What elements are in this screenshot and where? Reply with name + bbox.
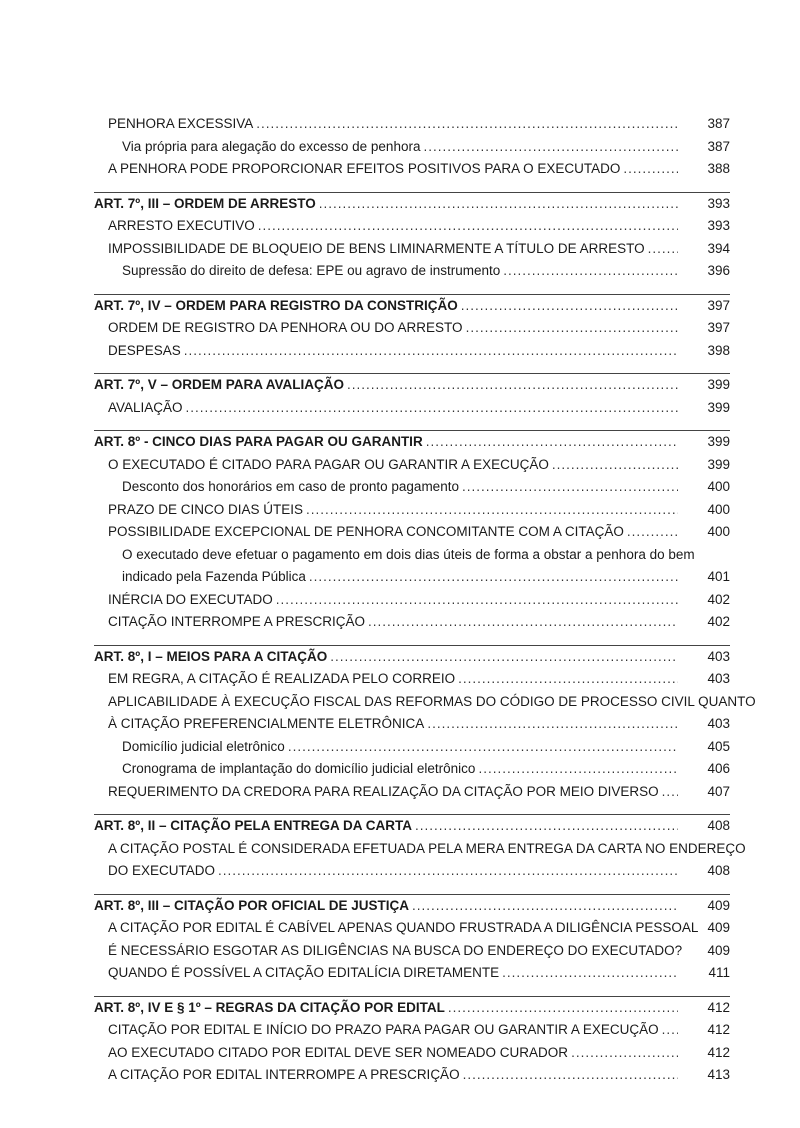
toc-entry-text: PRAZO DE CINCO DIAS ÚTEIS: [108, 501, 304, 517]
toc-page-number: 399: [707, 456, 730, 472]
toc-page-number: 403: [707, 716, 730, 731]
toc-page-number: 400: [707, 501, 730, 517]
toc-heading-entry[interactable]: [94, 374, 730, 397]
toc-page-number: 408: [707, 863, 730, 878]
toc-entry-text: Domicílio judicial eletrônico: [122, 738, 285, 754]
toc-entry[interactable]: [94, 940, 730, 963]
toc-entry[interactable]: [94, 454, 730, 477]
toc-entry[interactable]: [94, 317, 730, 340]
toc-entry[interactable]: [94, 736, 730, 759]
toc-entry-text: POSSIBILIDADE EXCEPCIONAL DE PENHORA CONCOMITANTE COM A CITAÇÃO: [108, 524, 624, 539]
toc-entry-text: ART. 7º, III – ORDEM DE ARRESTO: [94, 195, 316, 211]
toc-entry-text: O EXECUTADO É CITADO PARA PAGAR OU GARANTIR A EXECUÇÃO: [108, 456, 549, 472]
toc-page-number: 403: [707, 648, 730, 664]
dot-leader: [448, 997, 678, 1020]
toc-entry-text: A PENHORA PODE PROPORCIONAR EFEITOS POSITIVOS PARA O EXECUTADO: [108, 161, 621, 176]
toc-page-number: 408: [707, 818, 730, 833]
toc-page-number: 412: [707, 1044, 730, 1060]
toc-entry[interactable]: [94, 1019, 730, 1042]
dot-leader: [330, 646, 678, 669]
toc-page-number: 387: [707, 116, 730, 131]
dot-leader: [184, 340, 678, 363]
toc-entry-text: EM REGRA, A CITAÇÃO É REALIZADA PELO CORREIO: [108, 671, 456, 686]
toc-entry-text: CITAÇÃO INTERROMPE A PRESCRIÇÃO: [108, 614, 366, 629]
toc-page-number: 401: [707, 569, 730, 584]
dot-leader: [571, 1042, 678, 1065]
toc-page-number: 397: [707, 320, 730, 335]
toc-entry-text: INÉRCIA DO EXECUTADO: [108, 591, 273, 607]
table-of-contents: [94, 113, 756, 1087]
toc-entry-text: CITAÇÃO POR EDITAL E INÍCIO DO PRAZO PARA PAGAR OU GARANTIR A EXECUÇÃO: [108, 1022, 659, 1037]
toc-entry-text: À CITAÇÃO PREFERENCIALMENTE ELETRÔNICA: [108, 716, 425, 731]
toc-heading-entry[interactable]: [94, 997, 730, 1020]
toc-page-number: 406: [707, 761, 730, 776]
toc-entry-text: AVALIAÇÃO: [108, 399, 183, 415]
toc-page-number: 399: [707, 377, 730, 392]
toc-page-number: 397: [707, 297, 730, 313]
toc-page-number: 412: [707, 999, 730, 1015]
dot-leader: [427, 713, 678, 736]
toc-entry[interactable]: [94, 397, 730, 420]
dot-leader: [319, 193, 678, 216]
toc-entry[interactable]: [94, 1064, 730, 1087]
toc-entry-text: Cronograma de implantação do domicílio judicial eletrônico: [122, 761, 476, 776]
toc-section: [94, 645, 756, 804]
toc-page-number: 413: [707, 1067, 730, 1082]
dot-leader: [218, 860, 678, 883]
toc-page-number: 398: [707, 342, 730, 358]
toc-entry-text: indicado pela Fazenda Pública: [122, 569, 306, 584]
dot-leader: [426, 431, 678, 454]
toc-section: [94, 894, 730, 985]
dot-leader: [186, 397, 678, 420]
toc-section: [94, 430, 730, 634]
toc-page-number: 405: [707, 738, 730, 754]
dot-leader: [662, 1019, 678, 1042]
toc-entry-text: AO EXECUTADO CITADO POR EDITAL DEVE SER NOMEADO CURADOR: [108, 1044, 569, 1060]
dot-leader: [309, 566, 678, 589]
toc-heading-entry[interactable]: [94, 815, 730, 838]
dot-leader: [368, 611, 678, 634]
toc-entry[interactable]: [94, 668, 730, 691]
toc-heading-entry[interactable]: [94, 646, 730, 669]
toc-entry-text: QUANDO É POSSÍVEL A CITAÇÃO EDITALÍCIA DIRETAMENTE: [108, 965, 500, 980]
toc-heading-entry[interactable]: [94, 193, 730, 216]
toc-entry-text: PENHORA EXCESSIVA: [108, 116, 254, 131]
toc-page-number: 402: [707, 591, 730, 607]
toc-entry-text: IMPOSSIBILIDADE DE BLOQUEIO DE BENS LIMINARMENTE A TÍTULO DE ARRESTO: [108, 240, 645, 256]
toc-entry[interactable]: [94, 260, 730, 283]
dot-leader: [347, 374, 678, 397]
dot-leader: [423, 136, 678, 159]
toc-page-number: 387: [707, 138, 730, 154]
toc-entry-text: Via própria para alegação do excesso de penhora: [122, 138, 421, 154]
toc-entry-text: ART. 8º - CINCO DIAS PARA PAGAR OU GARANTIR: [94, 434, 423, 449]
toc-entry-text-line1: A CITAÇÃO POSTAL É CONSIDERADA EFETUADA PELA MERA ENTREGA DA CARTA NO ENDEREÇO: [108, 840, 746, 856]
toc-entry-text-line1: O executado deve efetuar o pagamento em dois dias úteis de forma a obstar a penhora do bem: [122, 546, 695, 562]
toc-entry[interactable]: [94, 544, 730, 589]
toc-page-number: 400: [707, 479, 730, 494]
dot-leader: [502, 962, 678, 985]
toc-entry[interactable]: [94, 476, 730, 499]
toc-entry-text: ART. 8º, II – CITAÇÃO PELA ENTREGA DA CARTA: [94, 818, 412, 833]
toc-section: [94, 294, 730, 363]
toc-entry[interactable]: [94, 962, 730, 985]
toc-entry[interactable]: [94, 611, 730, 634]
toc-entry[interactable]: [94, 136, 730, 159]
toc-entry-text: DO EXECUTADO: [108, 863, 216, 878]
dot-leader: [258, 215, 678, 238]
toc-section: [94, 192, 730, 283]
toc-entry-text-line1: APLICABILIDADE À EXECUÇÃO FISCAL DAS REFORMAS DO CÓDIGO DE PROCESSO CIVIL QUANTO: [108, 693, 756, 709]
dot-leader: [463, 1064, 678, 1087]
toc-entry[interactable]: [94, 158, 730, 181]
dot-leader: [462, 476, 678, 499]
toc-heading-entry[interactable]: [94, 295, 730, 318]
toc-page-number: 393: [707, 195, 730, 211]
dot-leader: [466, 317, 678, 340]
toc-page-number: 400: [707, 524, 730, 539]
dot-leader: [623, 158, 678, 181]
dot-leader: [478, 758, 678, 781]
toc-page-number: 402: [707, 614, 730, 629]
toc-entry-text: ART. 8º, I – MEIOS PARA A CITAÇÃO: [94, 648, 328, 664]
toc-entry[interactable]: [94, 838, 746, 883]
toc-page-number: 393: [707, 218, 730, 233]
dot-leader: [412, 895, 678, 918]
toc-page-number: 409: [707, 942, 730, 958]
dot-leader: [662, 781, 678, 804]
dot-leader: [288, 736, 678, 759]
toc-page-number: 409: [707, 920, 730, 935]
toc-page-number: 399: [707, 399, 730, 415]
toc-page-number: 388: [707, 161, 730, 176]
toc-entry[interactable]: [94, 589, 730, 612]
toc-entry-text: ARRESTO EXECUTIVO: [108, 218, 255, 233]
dot-leader: [256, 113, 678, 136]
dot-leader: [648, 238, 678, 261]
toc-page-number: 411: [708, 965, 730, 980]
toc-entry-text: É NECESSÁRIO ESGOTAR AS DILIGÊNCIAS NA BUSCA DO ENDEREÇO DO EXECUTADO?: [108, 942, 683, 958]
toc-section: [94, 373, 730, 419]
dot-leader: [458, 668, 678, 691]
toc-entry[interactable]: [94, 917, 730, 940]
toc-page-number: 409: [707, 897, 730, 913]
toc-entry[interactable]: [94, 781, 730, 804]
toc-page-number: 394: [707, 240, 730, 256]
toc-entry[interactable]: [94, 1042, 730, 1065]
toc-entry[interactable]: [94, 215, 730, 238]
toc-entry-text: Supressão do direito de defesa: EPE ou agravo de instrumento: [122, 263, 501, 278]
dot-leader: [552, 454, 678, 477]
toc-page-number: 399: [707, 434, 730, 449]
toc-page-number: 407: [707, 783, 730, 799]
dot-leader: [415, 815, 678, 838]
toc-section: [94, 814, 746, 883]
toc-entry-text: REQUERIMENTO DA CREDORA PARA REALIZAÇÃO DA CITAÇÃO POR MEIO DIVERSO: [108, 783, 659, 799]
dot-leader: [306, 499, 678, 522]
toc-page-number: 412: [707, 1022, 730, 1037]
toc-entry[interactable]: [94, 758, 730, 781]
dot-leader: [503, 260, 678, 283]
toc-heading-entry[interactable]: [94, 895, 730, 918]
toc-entry[interactable]: [94, 499, 730, 522]
toc-entry[interactable]: [94, 691, 756, 736]
toc-heading-entry[interactable]: [94, 431, 730, 454]
dot-leader: [627, 521, 678, 544]
dot-leader: [461, 295, 678, 318]
toc-section: [94, 113, 730, 181]
toc-entry-text: A CITAÇÃO POR EDITAL É CABÍVEL APENAS QUANDO FRUSTRADA A DILIGÊNCIA PESSOAL: [108, 920, 699, 935]
dot-leader: [276, 589, 678, 612]
toc-entry-text: Desconto dos honorários em caso de pronto pagamento: [122, 479, 459, 494]
toc-page-number: 396: [707, 263, 730, 278]
toc-entry-text: ART. 7º, IV – ORDEM PARA REGISTRO DA CONSTRIÇÃO: [94, 297, 458, 313]
toc-entry-text: ORDEM DE REGISTRO DA PENHORA OU DO ARRESTO: [108, 320, 463, 335]
toc-entry-text: A CITAÇÃO POR EDITAL INTERROMPE A PRESCRIÇÃO: [108, 1067, 460, 1082]
toc-entry-text: ART. 7º, V – ORDEM PARA AVALIAÇÃO: [94, 377, 344, 392]
toc-section: [94, 996, 730, 1087]
toc-entry-text: ART. 8º, III – CITAÇÃO POR OFICIAL DE JUSTIÇA: [94, 897, 409, 913]
toc-entry-text: DESPESAS: [108, 342, 181, 358]
toc-entry-text: ART. 8º, IV E § 1º – REGRAS DA CITAÇÃO POR EDITAL: [94, 999, 445, 1015]
toc-entry[interactable]: [94, 113, 730, 136]
toc-entry[interactable]: [94, 340, 730, 363]
toc-page-number: 403: [707, 671, 730, 686]
toc-entry[interactable]: [94, 238, 730, 261]
toc-entry[interactable]: [94, 521, 730, 544]
